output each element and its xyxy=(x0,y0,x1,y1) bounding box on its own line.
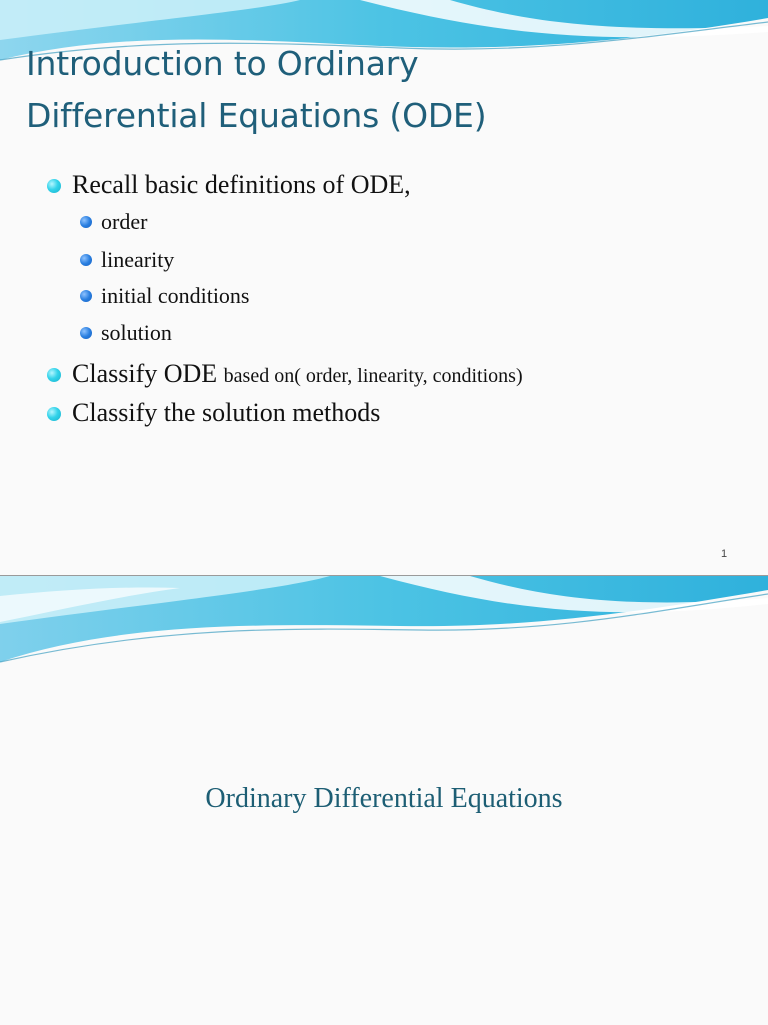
bullet-text xyxy=(72,359,523,388)
bullet-main-text: Classify ODE xyxy=(72,359,224,388)
bullet-text: Classify the solution methods xyxy=(72,398,381,427)
header-wave-decoration xyxy=(0,576,768,671)
sub-bullet-linearity xyxy=(80,247,174,273)
sub-bullet-text: initial conditions xyxy=(101,283,250,308)
sub-bullet-initial-conditions xyxy=(80,283,250,309)
sub-bullet-dot-icon xyxy=(80,216,92,228)
sub-bullet-text: linearity xyxy=(101,247,175,272)
bullet-dot-icon xyxy=(47,179,61,193)
bullet-small-text: based on( order, linearity, conditions) xyxy=(223,365,523,387)
sub-bullet-dot-icon xyxy=(80,290,92,302)
sub-bullet-solution xyxy=(80,320,172,346)
slide-2 xyxy=(0,576,768,1025)
sub-bullet-text: order xyxy=(101,209,148,234)
bullet-text: Recall basic definitions of ODE, xyxy=(72,170,411,199)
sub-bullet-dot-icon xyxy=(80,254,92,266)
bullet-dot-icon xyxy=(47,368,61,382)
title-line-1: Introduction to Ordinary xyxy=(26,44,419,83)
slide-title xyxy=(26,38,486,142)
bullet-recall xyxy=(50,170,411,200)
sub-bullet-order xyxy=(80,209,147,235)
bullet-classify-methods xyxy=(50,398,380,428)
bullet-dot-icon xyxy=(47,407,61,421)
sub-bullet-dot-icon xyxy=(80,327,92,339)
title-line-2: Differential Equations (ODE) xyxy=(26,96,487,135)
section-title: Ordinary Differential Equations xyxy=(205,783,563,814)
bullet-classify-ode xyxy=(50,359,523,389)
sub-bullet-text: solution xyxy=(101,320,172,345)
page-number: 1 xyxy=(721,548,728,560)
